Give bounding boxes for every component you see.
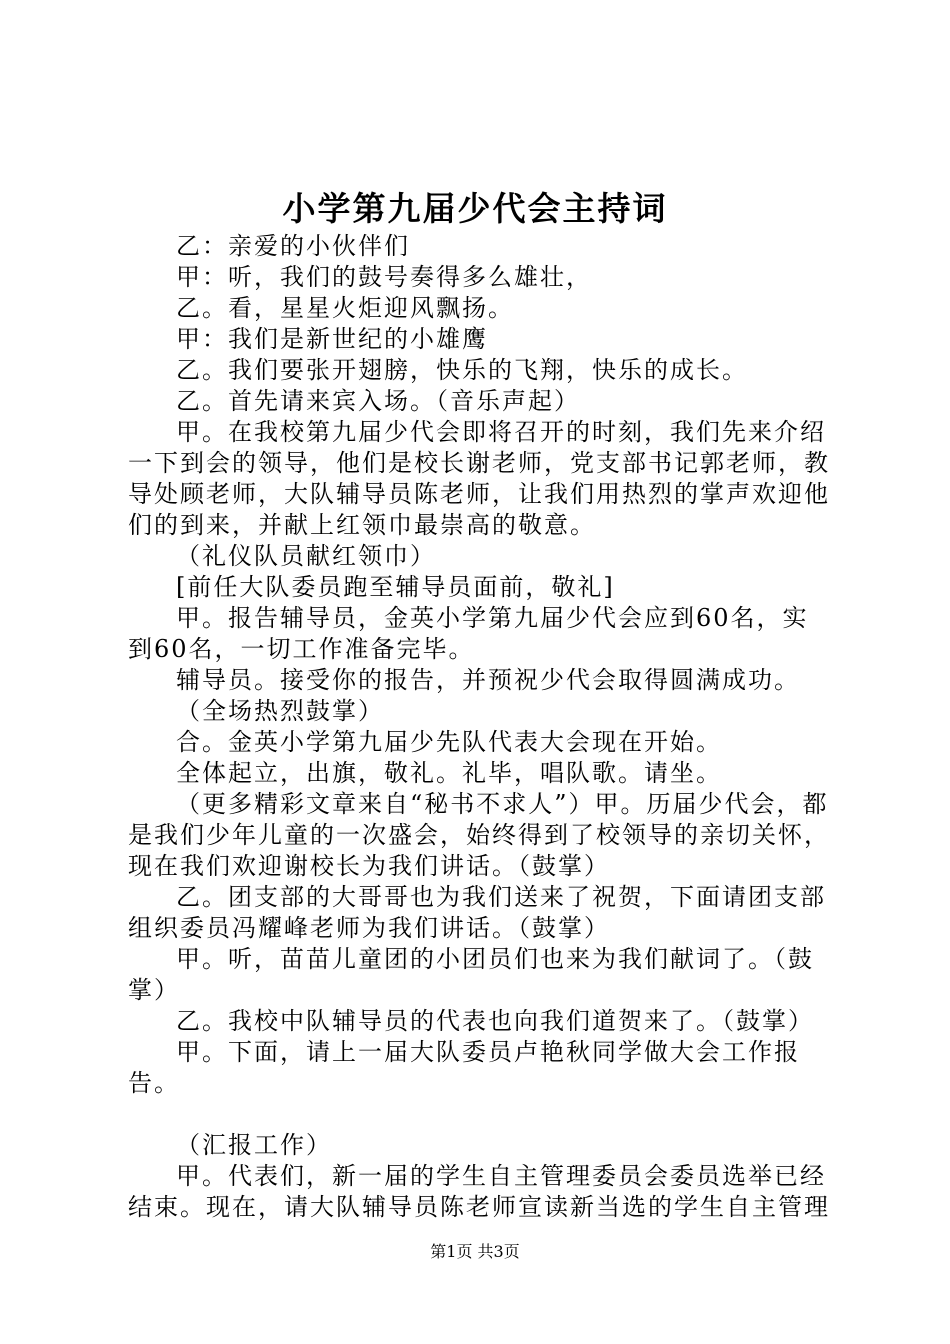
paragraph: 甲。在我校第九届少代会即将召开的时刻，我们先来介绍一下到会的领导，他们是校长谢老师，党支部书记郭老师，教导处顾老师，大队辅导员陈老师，让我们用热烈的掌声欢迎他们的到来，并献上红领巾最崇高的敬意。 — [128, 418, 830, 539]
paragraph: 甲。代表们，新一届的学生自主管理委员会委员选举已经结束。现在，请大队辅导员陈老师宣读新当选的学生自主管理 — [128, 1162, 830, 1221]
paragraph: （礼仪队员献红领巾） — [176, 542, 436, 570]
paragraph: 乙。我们要张开翅膀，快乐的飞翔，快乐的成长。 — [176, 356, 748, 384]
paragraph: 乙。首先请来宾入场。（音乐声起） — [176, 387, 580, 415]
paragraph: 合。金英小学第九届少先队代表大会现在开始。 — [176, 728, 722, 756]
paragraph: [前任大队委员跑至辅导员面前，敬礼] — [176, 573, 615, 601]
page-number-footer: 第1页 共3页 — [430, 1242, 520, 1261]
paragraph: 甲。下面，请上一届大队委员卢艳秋同学做大会工作报告。 — [128, 1038, 800, 1097]
paragraph: 乙：亲爱的小伙伴们 — [176, 232, 410, 260]
document-body — [128, 231, 832, 1223]
paragraph: （更多精彩文章来自“秘书不求人”）甲。历届少代会，都是我们少年儿童的一次盛会，始终得到了校领导的亲切关怀，现在我们欢迎谢校长为我们讲话。（鼓掌） — [128, 790, 830, 880]
paragraph: （汇报工作） — [176, 1131, 332, 1159]
paragraph: 辅导员。接受你的报告，并预祝少代会取得圆满成功。 — [176, 666, 800, 694]
paragraph: 乙。看，星星火炬迎风飘扬。 — [176, 294, 514, 322]
paragraph: 甲。听，苗苗儿童团的小团员们也来为我们献词了。（鼓掌） — [128, 945, 814, 1004]
paragraph: 甲。报告辅导员，金英小学第九届少代会应到60名，实到60名，一切工作准备完毕。 — [128, 604, 809, 663]
paragraph: 乙。我校中队辅导员的代表也向我们道贺来了。（鼓掌） — [176, 1007, 814, 1035]
paragraph: 乙。团支部的大哥哥也为我们送来了祝贺，下面请团支部组织委员冯耀峰老师为我们讲话。（鼓掌） — [128, 883, 826, 942]
paragraph: （全场热烈鼓掌） — [176, 697, 384, 725]
paragraph: 甲：听，我们的鼓号奏得多么雄壮， — [176, 263, 592, 291]
paragraph: 全体起立，出旗，敬礼。礼毕，唱队歌。请坐。 — [176, 759, 722, 787]
paragraph: 甲：我们是新世纪的小雄鹰 — [176, 325, 488, 353]
document-title: 小学第九届少代会主持词 — [282, 189, 668, 228]
